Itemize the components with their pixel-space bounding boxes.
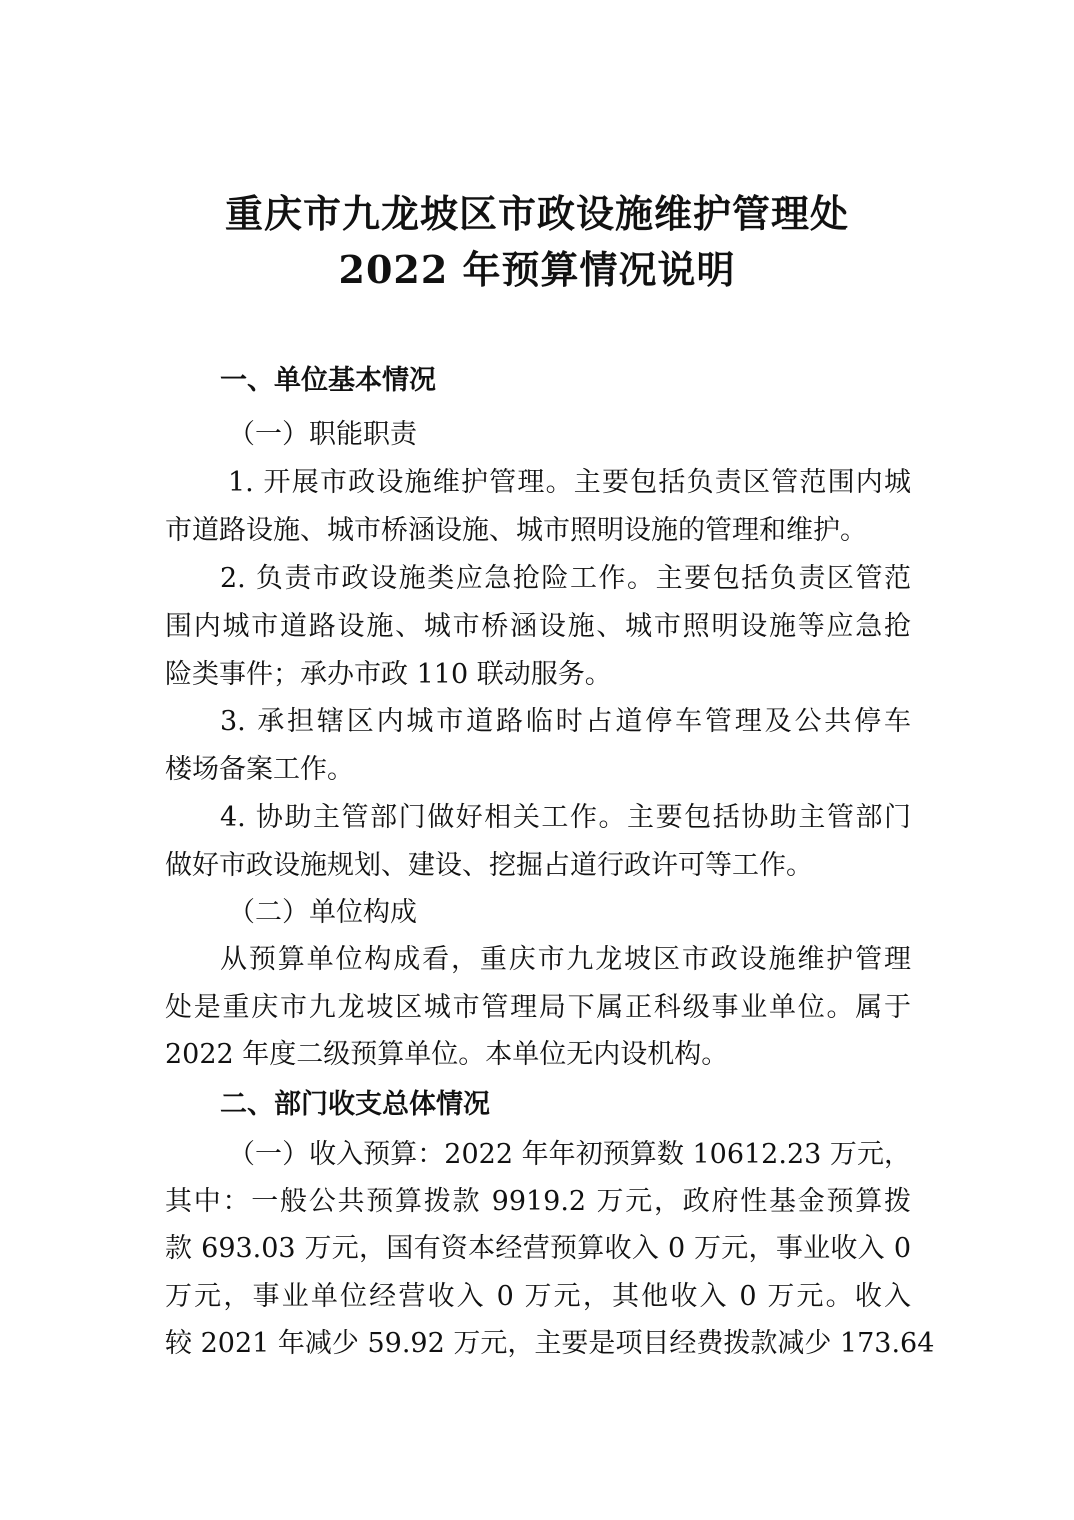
paragraph-item2-line2: 围内城市道路设施、城市桥涵设施、城市照明设施等应急抢 xyxy=(165,611,911,642)
paragraph-item3-line2: 楼场备案工作。 xyxy=(165,754,354,785)
subheading-functions: （一）职能职责 xyxy=(228,419,417,450)
section-heading-basic-info: 一、单位基本情况 xyxy=(220,365,436,396)
paragraph-item1-line2: 市道路设施、城市桥涵设施、城市照明设施的管理和维护。 xyxy=(165,515,867,546)
paragraph-item4-line1: 4. 协助主管部门做好相关工作。主要包括协助主管部门 xyxy=(220,802,911,833)
document-title-line-1: 重庆市九龙坡区市政设施维护管理处 xyxy=(224,191,849,236)
paragraph-item4-line2: 做好市政设施规划、建设、挖掘占道行政许可等工作。 xyxy=(165,850,813,881)
paragraph-income-line3: 款 693.03 万元，国有资本经营预算收入 0 万元，事业收入 0 xyxy=(165,1233,911,1264)
paragraph-income-line5: 较 2021 年减少 59.92 万元，主要是项目经费拨款减少 173.64 xyxy=(165,1328,935,1359)
section-heading-revenue-expenditure: 二、部门收支总体情况 xyxy=(220,1089,490,1120)
paragraph-composition-line3: 2022 年度二级预算单位。本单位无内设机构。 xyxy=(165,1039,729,1070)
paragraph-income-line1: （一）收入预算：2022 年年初预算数 10612.23 万元， xyxy=(228,1139,911,1170)
paragraph-composition-line1: 从预算单位构成看，重庆市九龙坡区市政设施维护管理 xyxy=(220,944,911,975)
subheading-composition: （二）单位构成 xyxy=(228,897,417,928)
paragraph-item1-line1: 1. 开展市政设施维护管理。主要包括负责区管范围内城 xyxy=(228,467,911,498)
document-title-line-2: 2022 年预算情况说明 xyxy=(338,247,736,292)
paragraph-income-line2: 其中：一般公共预算拨款 9919.2 万元，政府性基金预算拨 xyxy=(165,1186,911,1217)
paragraph-income-line4: 万元，事业单位经营收入 0 万元，其他收入 0 万元。收入 xyxy=(165,1281,911,1312)
paragraph-composition-line2: 处是重庆市九龙坡区城市管理局下属正科级事业单位。属于 xyxy=(165,992,911,1023)
paragraph-item2-line3: 险类事件；承办市政 110 联动服务。 xyxy=(165,659,612,690)
paragraph-item3-line1: 3. 承担辖区内城市道路临时占道停车管理及公共停车 xyxy=(220,706,911,737)
paragraph-item2-line1: 2. 负责市政设施类应急抢险工作。主要包括负责区管范 xyxy=(220,563,911,594)
